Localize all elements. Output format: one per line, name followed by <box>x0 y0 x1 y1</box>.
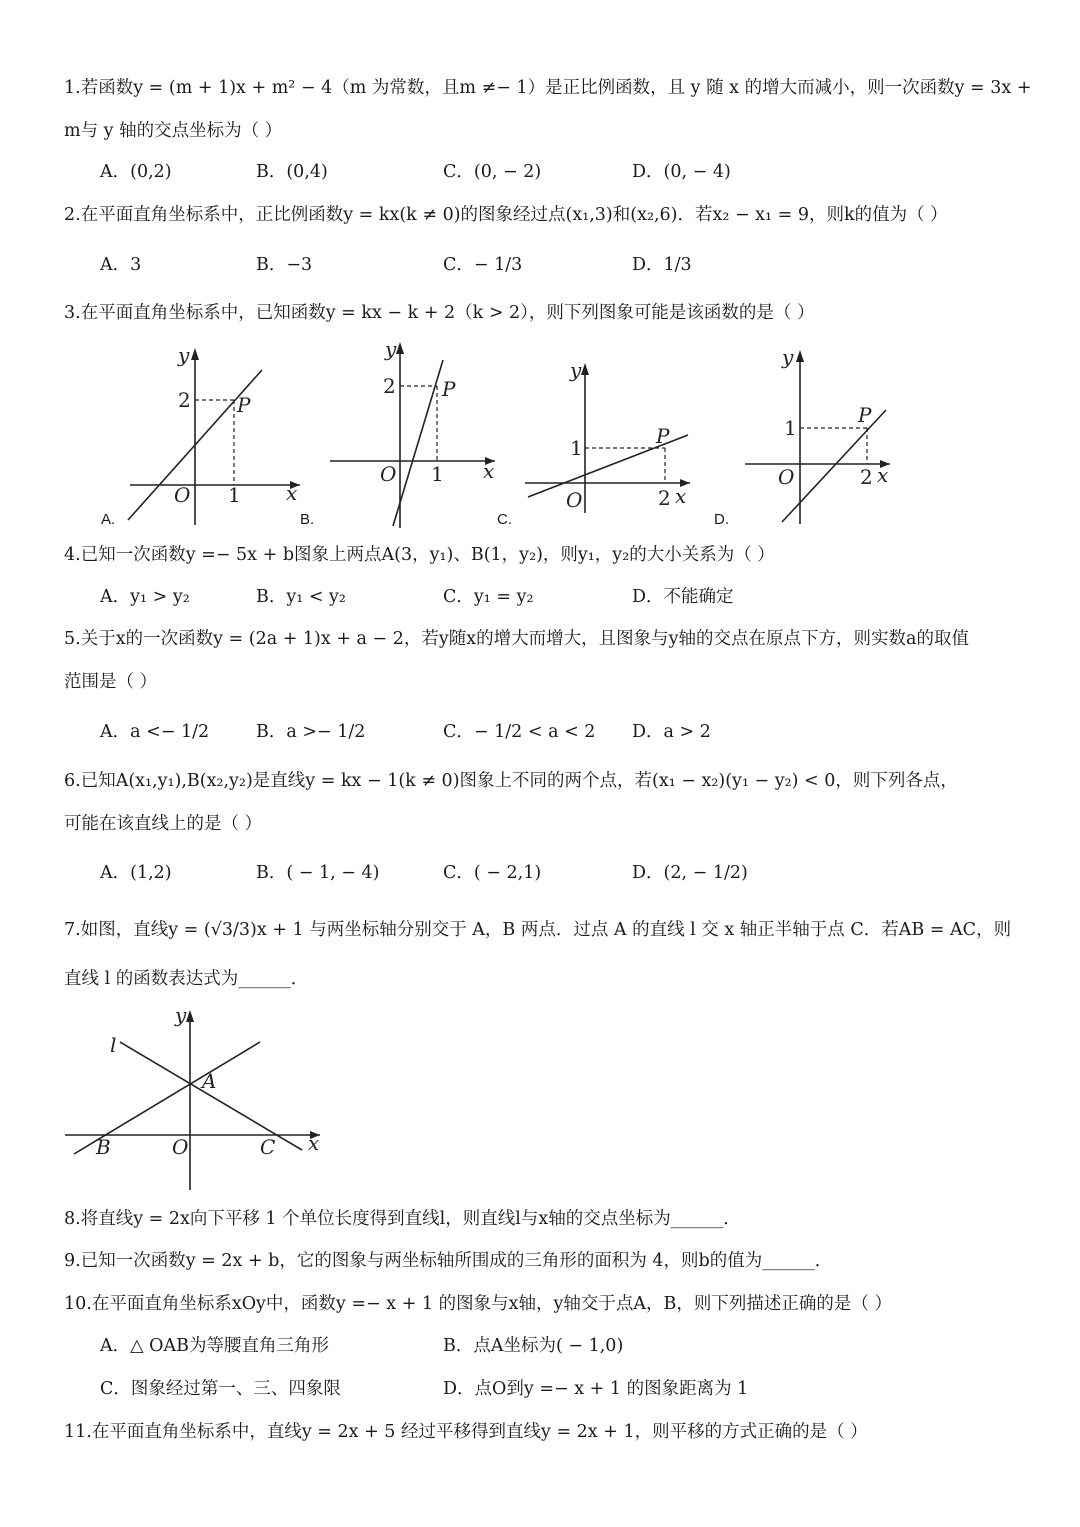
q5-option-d[interactable]: D．a > 2 <box>632 722 711 742</box>
graph-d-xtick: 2 <box>860 465 873 489</box>
q10-option-c[interactable]: C．图象经过第一、三、四象限 <box>100 1379 341 1399</box>
graph-d-ytick: 1 <box>784 416 797 440</box>
graph-c-y-label: y <box>570 358 582 382</box>
q6-stem-line2: 可能在该直线上的是（ ） <box>64 814 263 834</box>
graph-b-point: P <box>442 377 456 401</box>
graph-b-ytick: 2 <box>383 374 396 398</box>
q7-origin: O <box>172 1135 189 1159</box>
q6-option-b[interactable]: B．( − 1, − 4) <box>256 863 380 883</box>
q9-stem-line1: 9.已知一次函数y = 2x + b，它的图象与两坐标轴所围成的三角形的面积为 4，则b的值为______． <box>64 1251 833 1271</box>
q8-stem-line1: 8.将直线y = 2x向下平移 1 个单位长度得到直线l，则直线l与x轴的交点坐标为______． <box>64 1209 741 1229</box>
q1-stem-line1: 1.若函数y = (m + 1)x + m² − 4（m 为常数，且m ≠− 1）是正比例函数，且 y 随 x 的增大而减小，则一次函数y = 3x + <box>64 78 1032 98</box>
q2-option-d[interactable]: D．1/3 <box>632 255 692 275</box>
graph-c-origin: O <box>566 488 583 512</box>
graph-a-ytick: 2 <box>178 388 191 412</box>
graph-a-y-label: y <box>178 343 190 367</box>
q3-graph-b <box>325 336 505 531</box>
q7-stem-line1: 7.如图，直线y = (√3/3)x + 1 与两坐标轴分别交于 A，B 两点．过点 A 的直线 l 交 x 轴正半轴于点 C．若AB = AC，则 <box>64 920 1012 940</box>
q1-option-c[interactable]: C．(0, − 2) <box>443 162 542 182</box>
graph-b-xtick: 1 <box>431 462 444 486</box>
q10-option-d[interactable]: D．点O到y =− x + 1 的图象距离为 1 <box>443 1379 749 1399</box>
graph-c-x-label: x <box>675 484 687 508</box>
q10-option-b[interactable]: B．点A坐标为( − 1,0) <box>443 1336 624 1356</box>
graph-a-xtick: 1 <box>228 483 241 507</box>
q7-figure <box>62 1002 332 1192</box>
q5-option-a[interactable]: A．a <− 1/2 <box>100 722 210 742</box>
q3-stem-line1: 3.在平面直角坐标系中，已知函数y = kx − k + 2（k > 2），则下列图象可能是该函数的是（ ） <box>64 303 815 323</box>
graph-c-xtick: 2 <box>658 486 671 510</box>
graph-d-origin: O <box>778 465 795 489</box>
q6-option-d[interactable]: D．(2, − 1/2) <box>632 863 748 883</box>
q3-option-a[interactable]: A. <box>101 511 116 528</box>
q2-option-c[interactable]: C．− 1/3 <box>443 255 523 275</box>
q3-graph-a <box>120 340 310 530</box>
q4-option-b[interactable]: B．y₁ < y₂ <box>256 587 346 607</box>
q1-option-d[interactable]: D．(0, − 4) <box>632 162 731 182</box>
q3-option-b[interactable]: B. <box>300 511 315 528</box>
q4-option-a[interactable]: A．y₁ > y₂ <box>100 587 190 607</box>
q5-stem-line2: 范围是（ ） <box>64 672 158 692</box>
q1-stem-line2: m与 y 轴的交点坐标为（ ） <box>64 121 283 141</box>
q7-x-label: x <box>308 1131 320 1155</box>
graph-b-x-label: x <box>483 459 495 483</box>
q7-line-l-label: l <box>110 1033 117 1057</box>
q11-stem-line1: 11.在平面直角坐标系中，直线y = 2x + 5 经过平移得到直线y = 2x + 1，则平移的方式正确的是（ ） <box>64 1422 868 1442</box>
graph-d-x-label: x <box>877 463 889 487</box>
q6-option-a[interactable]: A．(1,2) <box>100 863 172 883</box>
q3-option-c[interactable]: C. <box>497 511 512 528</box>
graph-a-origin: O <box>174 483 191 507</box>
graph-b-origin: O <box>380 462 397 486</box>
q6-option-c[interactable]: C．( − 2,1) <box>443 863 542 883</box>
graph-c-ytick: 1 <box>570 436 583 460</box>
q7-stem-line2: 直线 l 的函数表达式为______． <box>64 969 309 989</box>
q3-graph-c <box>520 355 700 515</box>
q2-stem-line1: 2.在平面直角坐标系中，正比例函数y = kx(k ≠ 0)的图象经过点(x₁,3)和(x₂,6)．若x₂ − x₁ = 9，则k的值为（ ） <box>64 205 948 225</box>
q7-point-a: A <box>202 1069 217 1093</box>
graph-d-point: P <box>858 403 872 427</box>
graph-d-y-label: y <box>782 345 794 369</box>
q10-option-a[interactable]: A．△ OAB为等腰直角三角形 <box>100 1336 330 1356</box>
q4-option-d[interactable]: D．不能确定 <box>632 587 734 607</box>
q7-point-b: B <box>96 1135 111 1159</box>
q1-option-b[interactable]: B．(0,4) <box>256 162 328 182</box>
q7-y-label: y <box>175 1003 187 1027</box>
q2-option-b[interactable]: B．−3 <box>256 255 313 275</box>
q6-stem-line1: 6.已知A(x₁,y₁),B(x₂,y₂)是直线y = kx − 1(k ≠ 0)图象上不同的两个点，若(x₁ − x₂)(y₁ − y₂) < 0，则下列各点， <box>64 771 958 791</box>
q5-option-c[interactable]: C．− 1/2 < a < 2 <box>443 722 596 742</box>
q3-graph-d <box>740 342 900 527</box>
q1-option-a[interactable]: A．(0,2) <box>100 162 172 182</box>
q5-option-b[interactable]: B．a >− 1/2 <box>256 722 366 742</box>
graph-a-x-label: x <box>286 481 298 505</box>
q7-point-c: C <box>260 1135 276 1159</box>
graph-b-y-label: y <box>385 337 397 361</box>
q3-option-d[interactable]: D. <box>714 511 729 528</box>
q2-option-a[interactable]: A．3 <box>100 255 142 275</box>
q10-stem-line1: 10.在平面直角坐标系xOy中，函数y =− x + 1 的图象与x轴，y轴交于点A，B，则下列描述正确的是（ ） <box>64 1294 892 1314</box>
q4-option-c[interactable]: C．y₁ = y₂ <box>443 587 534 607</box>
q4-stem-line1: 4.已知一次函数y =− 5x + b图象上两点A(3，y₁)、B(1，y₂)，则y₁，y₂的大小关系为（ ） <box>64 545 775 565</box>
graph-a-point: P <box>237 393 251 417</box>
q5-stem-line1: 5.关于x的一次函数y = (2a + 1)x + a − 2，若y随x的增大而增大，且图象与y轴的交点在原点下方，则实数a的取值 <box>64 629 969 649</box>
graph-c-point: P <box>656 424 670 448</box>
